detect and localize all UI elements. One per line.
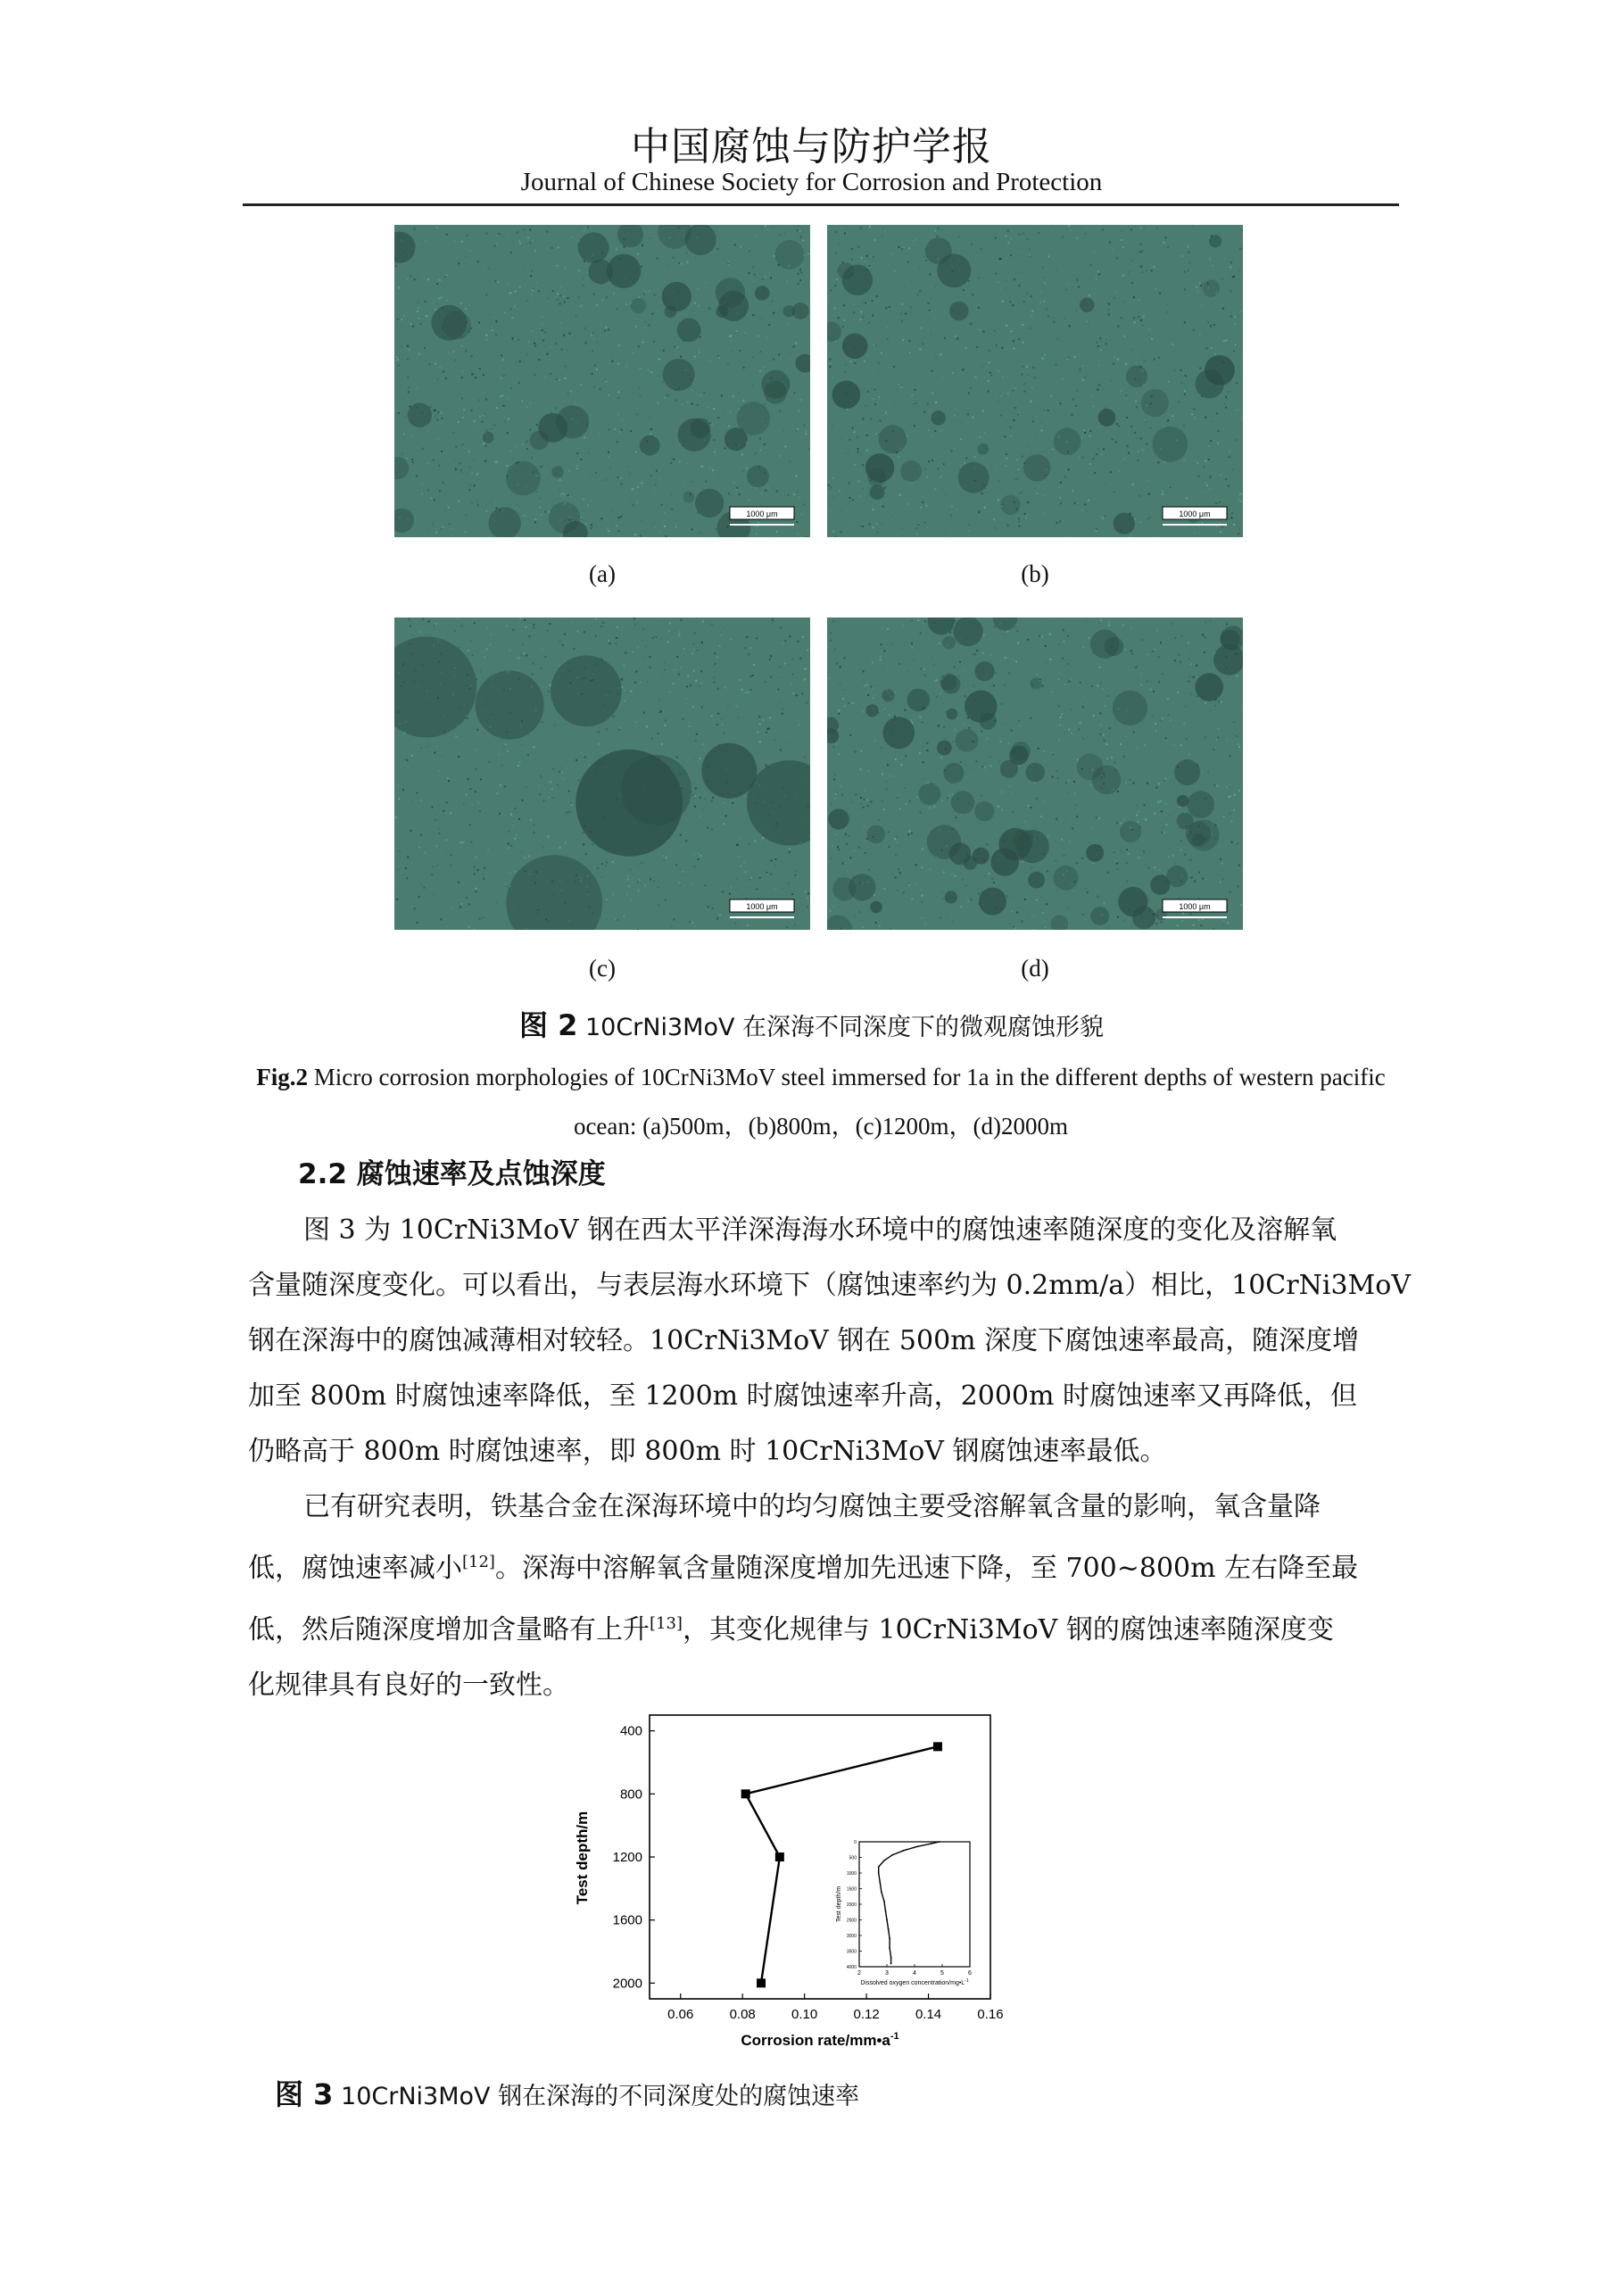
inset-data-point [885,1910,887,1911]
y-tick-label: 1600 [612,1912,642,1928]
scale-bar-label: 1000 μm [746,902,778,911]
inset-y-tick-label: 3000 [846,1934,857,1939]
y-axis-label: Test depth/m [574,1811,591,1905]
figure2-caption-cn-number: 图 2 [518,1008,578,1042]
figure3-caption [275,2072,859,2113]
inset-data-point [916,1845,918,1847]
p2-text: ，其变化规律与 10CrNi3MoV 钢的腐蚀速率随深度变 [682,1614,1334,1645]
inset-data-point [888,1928,890,1930]
citation-12: [12] [462,1553,495,1571]
inset-data-point [886,1919,888,1921]
p1-line: 图 3 为 10CrNi3MoV 钢在西太平洋深海海水环境中的腐蚀速率随深度的变化及溶解氧 [303,1214,1337,1246]
inset-y-tick-label: 4000 [846,1965,857,1970]
p1-line: 加至 800m 时腐蚀速率降低，至 1200m 时腐蚀速率升高，2000m 时腐蚀速率又再降低，但 [248,1380,1357,1412]
scale-bar-label: 1000 μm [746,510,778,518]
figure2-caption-cn-text: 10CrNi3MoV 在深海不同深度下的微观腐蚀形貌 [584,1014,1105,1041]
y-tick-label: 400 [619,1723,642,1739]
p1-line: 含量随深度变化。可以看出，与表层海水环境下（腐蚀速率约为 0.2mm/a）相比，10CrNi3MoV [248,1270,1411,1301]
data-point [933,1742,942,1751]
paragraph-2 [248,1480,1399,1713]
x-tick-label: 0.08 [729,2007,756,2022]
inset-x-tick-label: 2 [857,1970,861,1977]
inset-data-point [931,1843,932,1844]
y-tick-label: 1200 [612,1850,642,1865]
inset-data-point [903,1850,905,1852]
inset-data-point [889,1938,890,1940]
figure2-caption-cn [0,1003,1623,1044]
inset-frame [859,1842,970,1967]
panel-label-c: (c) [589,955,616,982]
p2-text: 。深海中溶解氧含量随深度增加先迅速下降，至 700~800m 左右降至最 [494,1553,1359,1584]
panel-label-b: (b) [1021,560,1049,587]
micrograph-c [394,618,810,930]
inset-data-point [879,1882,881,1884]
inset-y-tick-label: 2500 [846,1918,857,1924]
p2-text: 低，然后随深度增加含量略有上升 [248,1614,650,1645]
figure2-caption-en [243,1053,1399,1151]
data-point [775,1853,784,1861]
scale-bar-label: 1000 μm [1179,902,1211,911]
inset-data-point [889,1947,890,1949]
inset-data-point [939,1841,940,1843]
inset-x-tick-label: 4 [913,1970,916,1977]
p1-line: 仍略高于 800m 时腐蚀速率，即 800m 时 10CrNi3MoV 钢腐蚀速率最低。 [248,1436,1167,1467]
x-tick-label: 0.06 [667,2007,694,2022]
y-tick-label: 2000 [612,1976,642,1992]
p2-line [248,1535,1399,1596]
x-tick-label: 0.12 [853,2007,880,2022]
inset-data-point [891,1854,893,1856]
p1-line: 钢在深海中的腐蚀减薄相对较轻。10CrNi3MoV 钢在 500m 深度下腐蚀速率最高，随深度增 [248,1325,1360,1356]
inset-y-axis-label: Test depth/m [836,1886,842,1923]
panel-label-d: (d) [1021,955,1049,982]
y-tick-label: 800 [619,1786,642,1803]
inset-data-point [881,1891,882,1893]
journal-title-cn: 中国腐蚀与防护学报 [631,124,992,170]
header-divider [243,203,1399,206]
micrograph-b [827,225,1243,537]
inset-y-tick-label: 500 [849,1855,857,1861]
inset-y-tick-label: 2000 [846,1902,857,1908]
data-point [741,1789,750,1798]
x-tick-label: 0.14 [915,2007,942,2022]
figure2-caption-en-number: Fig.2 [256,1064,309,1090]
inset-data-point [878,1872,880,1874]
inset-x-tick-label: 6 [968,1970,972,1977]
x-axis-label: Corrosion rate/$mm•a^{-1}$ [741,2031,899,2049]
figure3-chart [553,1695,1089,2052]
inset-y-tick-label: 1500 [846,1886,857,1893]
micrograph-d [827,618,1243,930]
figure3-caption-text: 10CrNi3MoV 钢在深海的不同深度处的腐蚀速率 [341,2083,860,2110]
inset-x-axis-label: Dissolved oxygen concentration/$mg•L^{-1}$ [860,1978,969,1986]
p2-line: 化规律具有良好的一致性。 [248,1670,569,1701]
section-heading: 2.2 腐蚀速率及点蚀深度 [298,1158,606,1190]
journal-title-en: Journal of Chinese Society for Corrosion and Protection [520,168,1103,196]
p2-line: 已有研究表明，铁基合金在深海环境中的均匀腐蚀主要受溶解氧含量的影响，氧含量降 [303,1491,1321,1522]
micrograph-a [394,225,810,537]
x-tick-label: 0.16 [977,2007,1004,2022]
inset-data-point [890,1957,892,1959]
figure2-caption-en-text: Micro corrosion morphologies of 10CrNi3MoV steel immersed for 1a in the different depths of western pacific ocean: (a)500m，(b)800m，(c)1200m，(d)2000m [313,1064,1386,1140]
inset-x-tick-label: 5 [940,1970,944,1977]
figure3-caption-number: 图 3 [275,2077,334,2111]
inset-x-tick-label: 3 [885,1970,889,1977]
citation-13: [13] [650,1614,683,1633]
p2-line [248,1596,1399,1658]
inset-y-tick-label: 3500 [846,1949,857,1955]
panel-label-a: (a) [589,560,616,587]
inset-y-tick-label: 0 [854,1840,857,1845]
x-tick-label: 0.10 [791,2007,818,2022]
paragraph-1 [248,1203,1411,1480]
inset-y-tick-label: 1000 [846,1871,857,1877]
scale-bar-label: 1000 μm [1179,510,1211,518]
inset-data-point [883,1901,885,1902]
inset-data-point [883,1860,885,1861]
inset-data-point [890,1963,892,1965]
p2-text: 低，腐蚀速率减小 [248,1553,462,1584]
inset-data-point [878,1866,880,1868]
data-point [757,1978,766,1987]
